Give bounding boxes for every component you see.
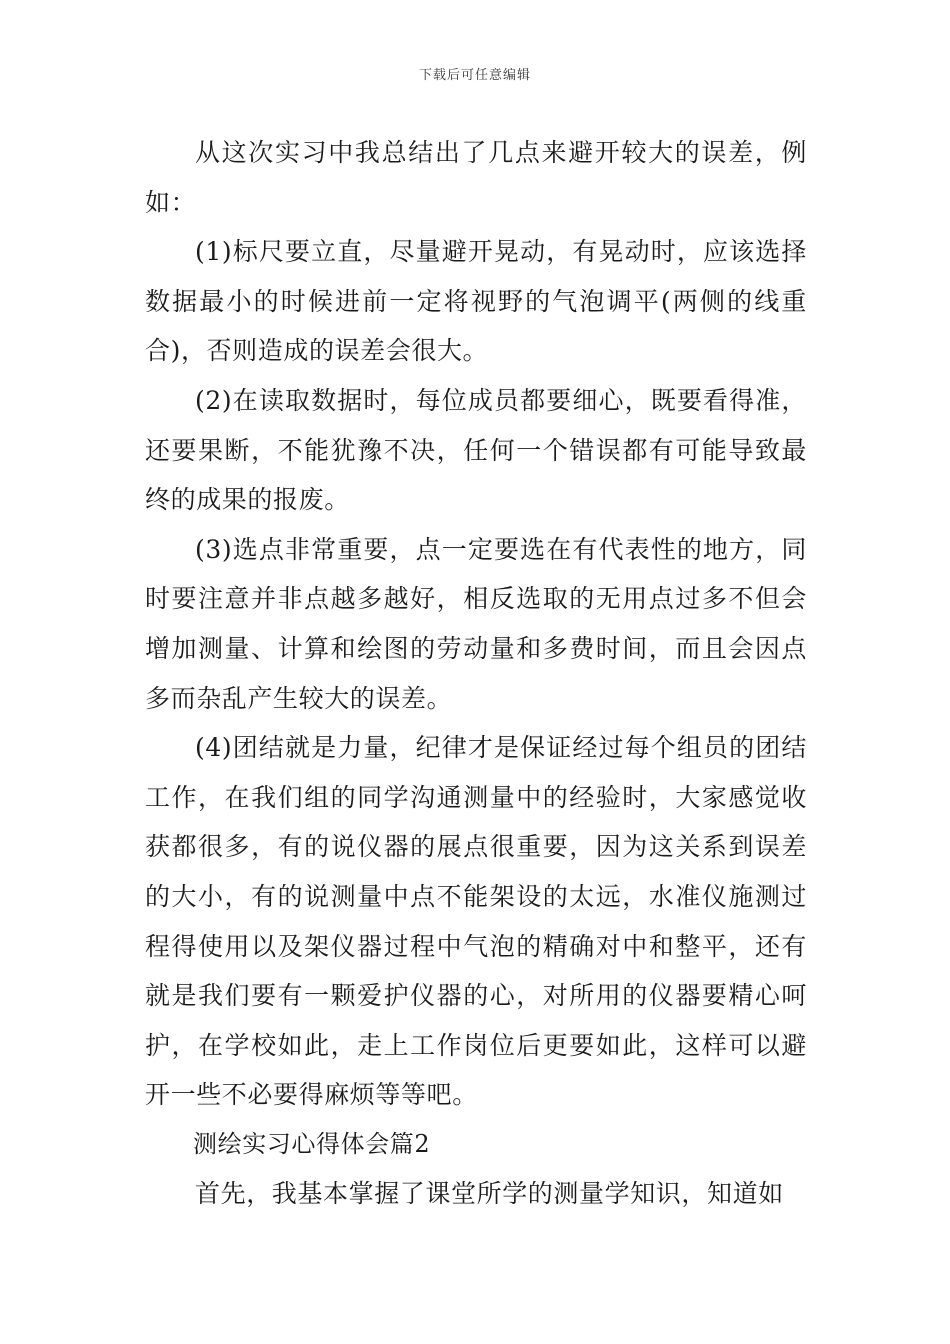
paragraph-point-3: (3)选点非常重要，点一定要选在有代表性的地方，同时要注意并非点越多越好，相反选取的无用点过多不但会增加测量、计算和绘图的劳动量和多费时间，而且会因点多而杂乱产生较大的误差。: [145, 534, 807, 713]
document-body: [145, 128, 807, 1219]
section-heading: 测绘实习心得体会篇2: [193, 1129, 431, 1158]
paragraph-point-1: (1)标尺要立直，尽量避开晃动，有晃动时，应该选择数据最小的时候进前一定将视野的气泡调平(两侧的线重合)，否则造成的误差会很大。: [145, 237, 807, 366]
page-header-note: 下载后可任意编辑: [418, 68, 531, 83]
paragraph-section-2-start: 首先，我基本掌握了课堂所学的测量学知识，知道如: [195, 1179, 784, 1209]
paragraph-point-2: (2)在读取数据时，每位成员都要细心，既要看得准，还要果断，不能犹豫不决，任何一个错误都有可能导致最终的成果的报废。: [145, 385, 807, 515]
paragraph-intro: 从这次实习中我总结出了几点来避开较大的误差，例如：: [145, 138, 807, 217]
paragraph-point-4: (4)团结就是力量，纪律才是保证经过每个组员的团结工作，在我们组的同学沟通测量中的经验时，大家感觉收获都很多，有的说仪器的展点很重要，因为这关系到误差的大小，有的说测量中点不能架设的太远，水准仪施测过程得使用以及架仪器过程中气泡的精确对中和整平，还有就是我们要有一颗爱护仪器的心，对所用的仪器要精心呵护，在学校如此，走上工作岗位后更要如此，这样可以避开一些不必要得麻烦等等吧。: [145, 733, 807, 1110]
